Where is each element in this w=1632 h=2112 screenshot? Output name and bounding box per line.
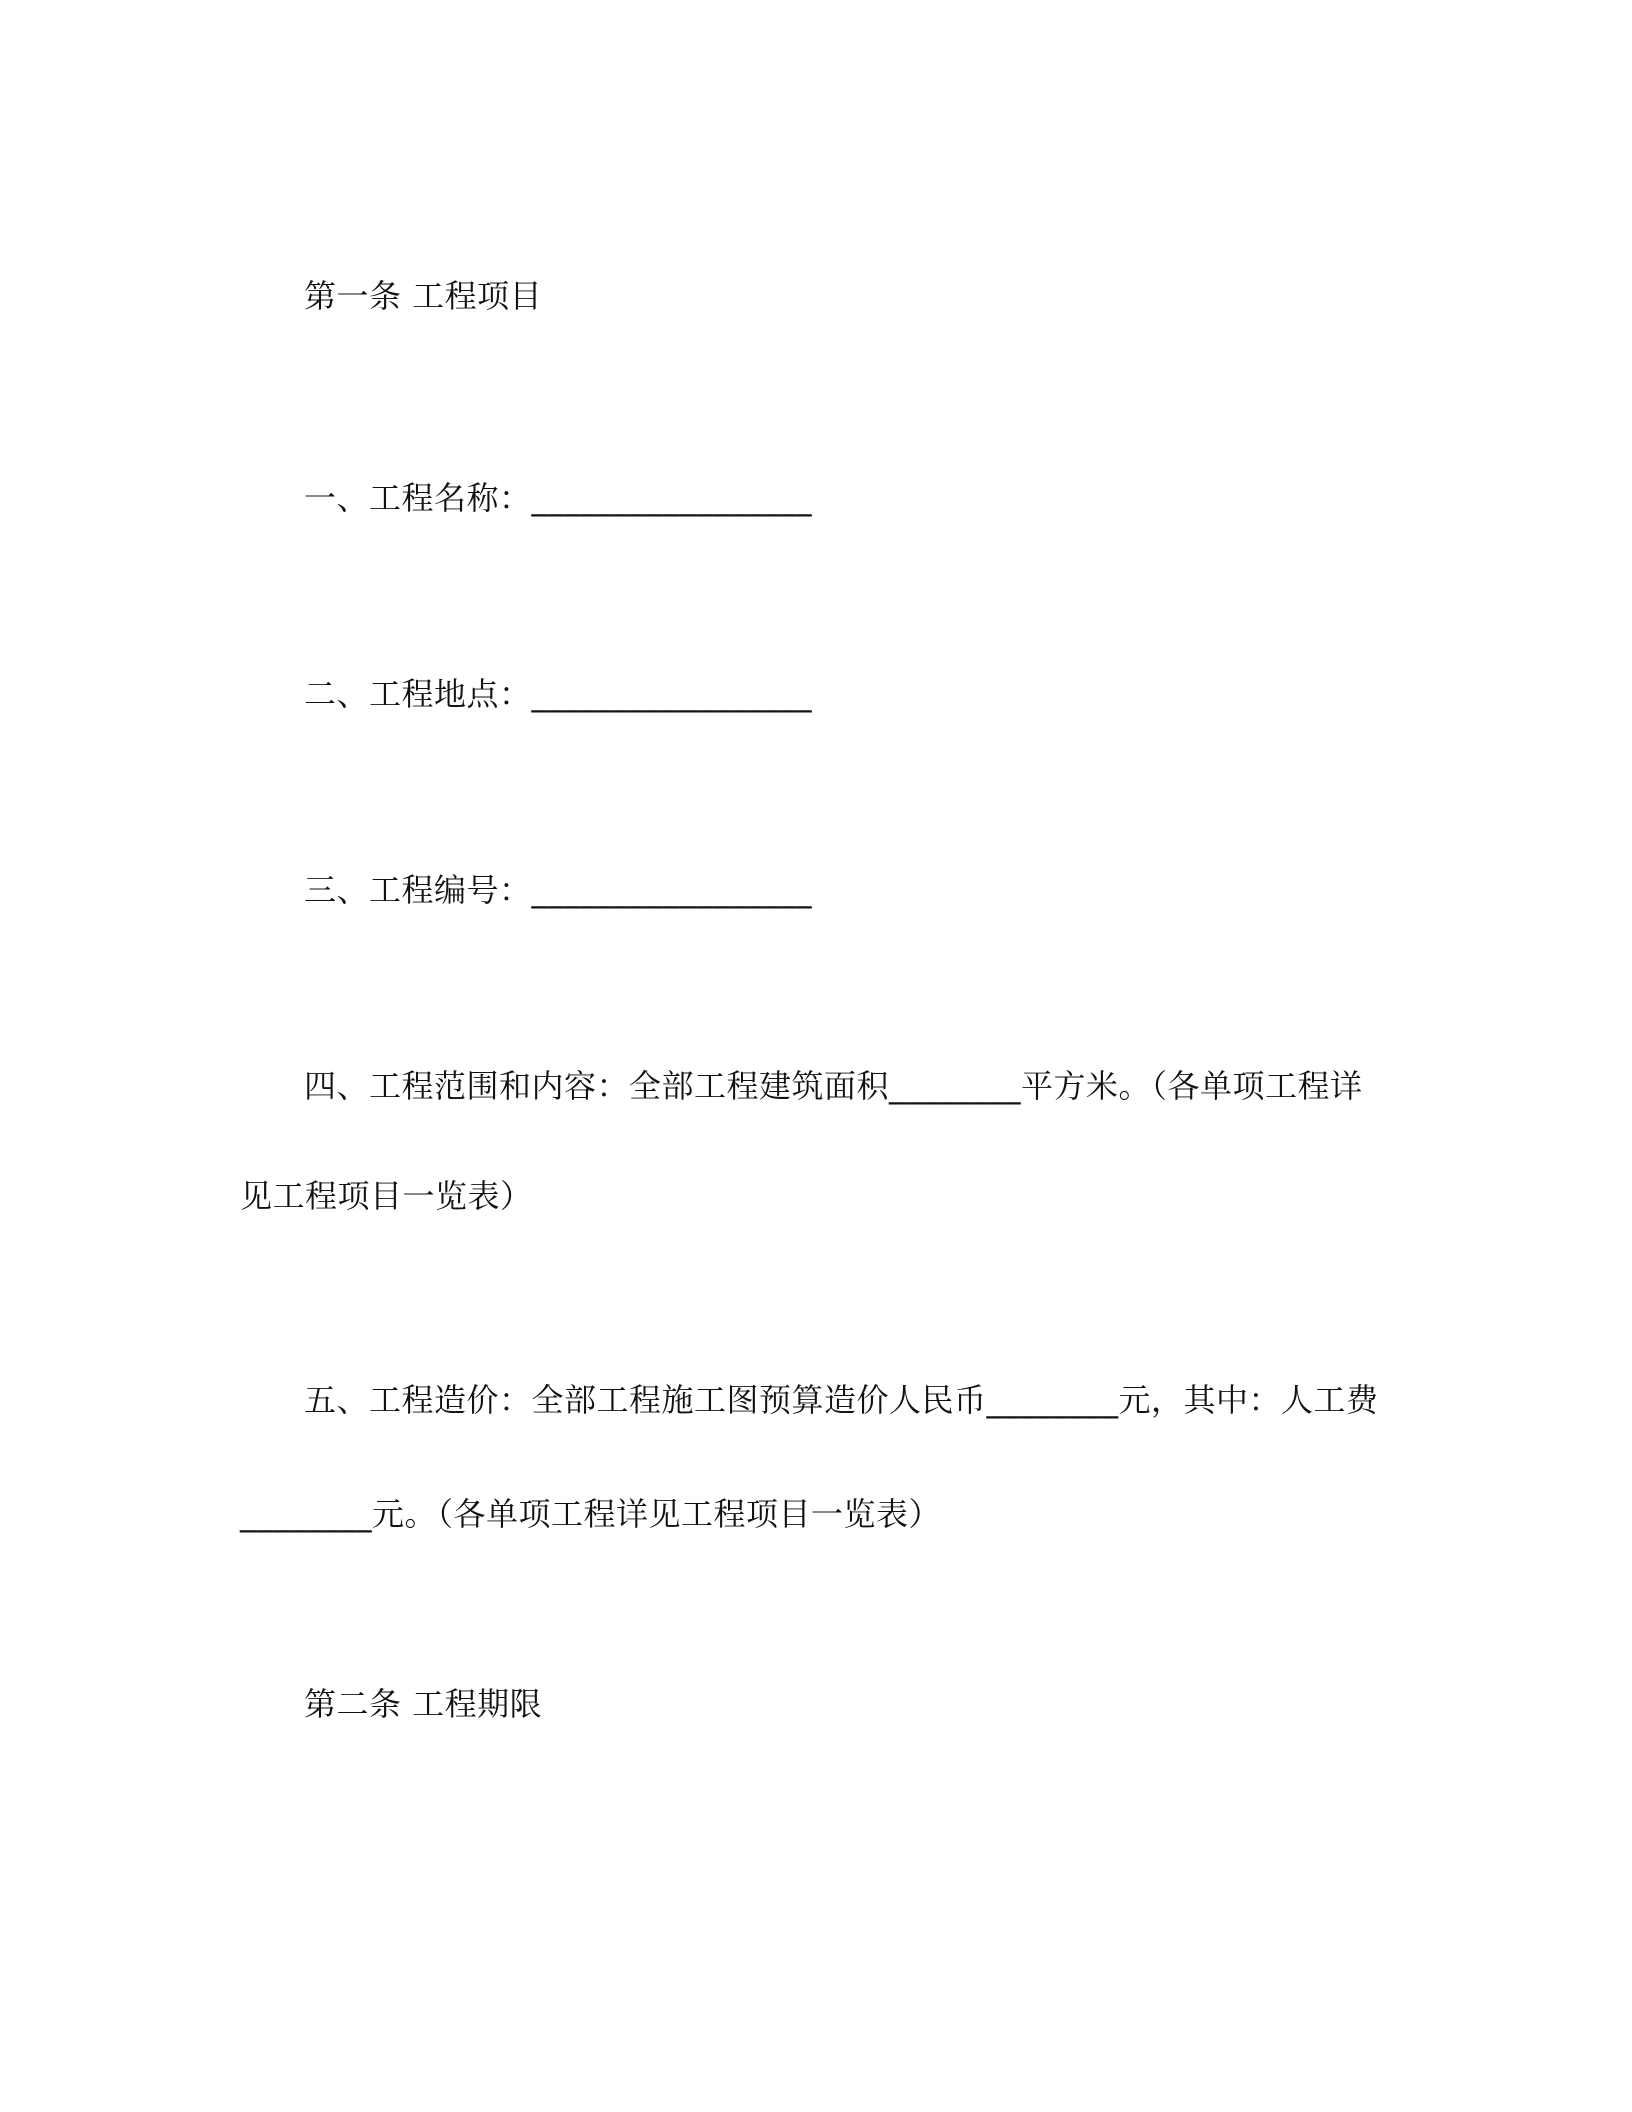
project-number-field: 三、工程编号：_________________ bbox=[304, 871, 813, 909]
project-cost-line-1: 五、工程造价：全部工程施工图预算造价人民币________元，其中：人工费 bbox=[304, 1381, 1379, 1419]
project-name-field: 一、工程名称：_________________ bbox=[304, 479, 813, 517]
project-scope-line-2: 见工程项目一览表） bbox=[240, 1177, 533, 1215]
project-scope-line-1: 四、工程范围和内容：全部工程建筑面积________平方米。（各单项工程详 bbox=[304, 1067, 1363, 1105]
project-location-field: 二、工程地点：_________________ bbox=[304, 675, 813, 713]
project-cost-line-2: ________元。（各单项工程详见工程项目一览表） bbox=[240, 1495, 942, 1533]
article-1-heading: 第一条 工程项目 bbox=[304, 277, 543, 315]
article-2-heading: 第二条 工程期限 bbox=[304, 1685, 543, 1723]
